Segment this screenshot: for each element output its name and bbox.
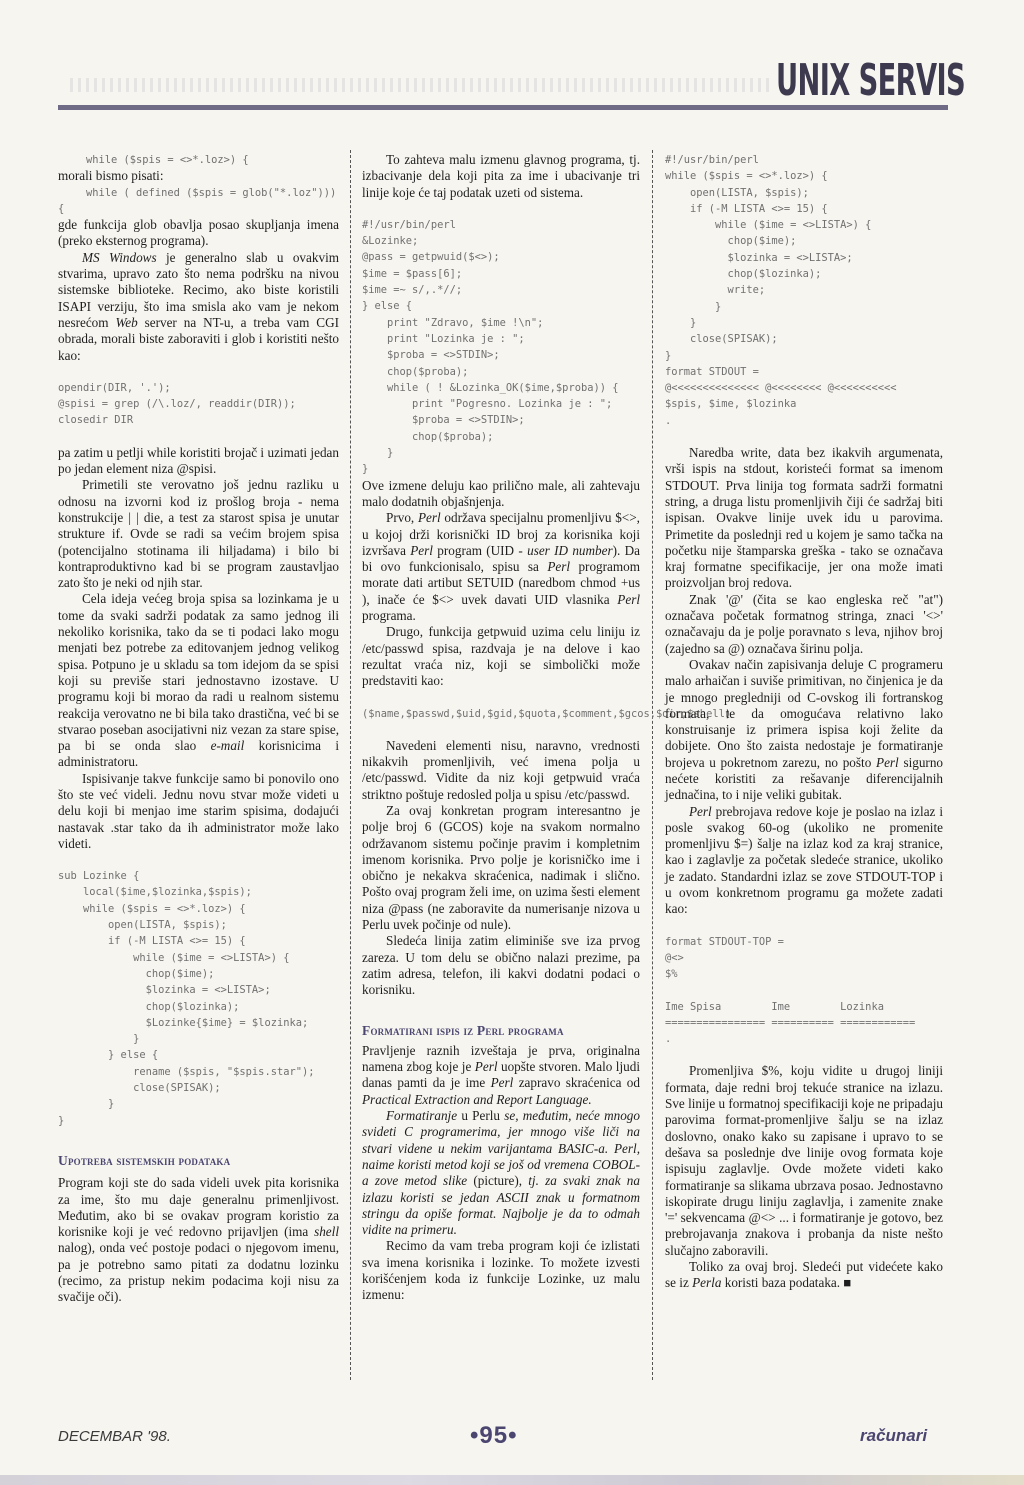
paragraph	[58, 591, 339, 770]
emphasis: shell	[314, 1224, 339, 1240]
emphasis: Formatiranje	[386, 1108, 458, 1124]
text-run: programom morate dati artibut SETUID (naredbom chmod +us ), inače će $<> uvek davati UID vlasnika	[362, 559, 640, 607]
text-run: prebrojava redove koje je poslao na izlaz i posle svakog 60-og (ukoliko ne promenite promenljivu $=) šalje na izlaz kod za kraj stranice, kao i zaglavlje za početak sledeće stranice, ukoliko je zadato. Standardni izlaz se zove STDOUT-TOP i u ovom konkretnom programu ga možete zadati kao:	[665, 803, 943, 917]
section-heading: Upotreba sistemskih podataka	[58, 1152, 231, 1168]
emphasis: user ID number	[527, 542, 613, 558]
code-snippet: while ($spis = <>*.loz>) {	[86, 154, 249, 166]
code-snippet: #!/usr/bin/perl &Lozinke; @pass = getpwuid($<>); $ime = $pass[6]; $ime =~ s/,.*//; } else { print "Zdravo, $ime !\n"; print "Lozinka je : "; $proba = <>STDIN>; chop($proba); while ( ! &Lozinka_OK($ime,$proba)) { print "Pogresno. Lozinka je : "; $proba = <>STDIN>; chop($proba); } }	[362, 218, 619, 476]
emphasis: Perl	[617, 591, 640, 607]
paragraph	[362, 1108, 640, 1238]
emphasis: Perl	[876, 754, 899, 770]
section-heading: Formatirani ispis iz Perl programa	[362, 1022, 564, 1038]
issue-date: DECEMBAR '98.	[58, 1428, 171, 1445]
code-snippet: #!/usr/bin/perl while ($spis = <>*.loz>) { open(LISTA, $spis); if (-M LISTA <>= 15) { while ($ime = <>LISTA>) { chop($ime); $lozinka = <>LISTA>; chop($lozinka); write; } } close(SPISAK); } format STDOUT = @<<<<<<<<<<<<<< @<<<<<<<< @<<<<<<<<<< $spis, $ime, $lozinka .	[665, 154, 897, 427]
emphasis: Perl	[547, 559, 571, 575]
text-run: Prvo,	[386, 510, 418, 526]
column-3	[665, 152, 943, 1292]
page-number: •95•	[470, 1422, 518, 1449]
text-run: uopšte stvoren. Malo ljudi danas pamti da je ime	[362, 1059, 640, 1091]
text-run: Program koji ste do sada videli uvek pita korisnika za ime, što mu daje generalnu primenljivost. Međutim, ako bi se ovakav program koristio za korisnike koji je već redovno prijavljen (ima	[58, 1175, 339, 1240]
paragraph: gde funkcija glob obavlja posao skupljanja imena (preko eksternog programa).	[58, 217, 339, 249]
text-run: sigurno nećete koristiti za rešavanje diferencijalnih jednačina, to i nije veliki gubitak.	[665, 754, 944, 803]
text-run: održava specijalnu promenljivu $<>, u kojoj drži korisnički ID broj za korisnika koji izvršava	[362, 510, 640, 558]
code-snippet: Ime Spisa Ime Lozinka ================ ========== ============ .	[665, 1000, 916, 1046]
emphasis: Perl	[410, 542, 433, 558]
column-separator-2	[652, 150, 653, 1380]
column-1	[58, 152, 339, 1306]
paragraph: Ispisivanje takve funkcije samo bi ponovilo ono što ste već videli. Jednu novu stvar može videti u delu koji bi menjao ime starim spisima, dodajući nastavak .star tako da ih administrator može lako videti.	[58, 770, 339, 851]
header-ghost-text	[70, 78, 770, 92]
paragraph: Primetili ste verovatno još jednu razliku u odnosu na izvorni kod iz prošlog broja - nema konstrukcije | | die, a test za starost spisa je unutar strukture if. Ovde se radi sa većim brojem spisa (potencijalno stotinama ili hiljadama) i bilo bi kontraproduktivno kad bi se program zaustavljao zato što je neki od njih star.	[58, 477, 339, 591]
text-run: Cela ideja većeg broja spisa sa lozinkama je u tome da svaki sadrži podatak za samo jednog ili nekoliko korisnika, tako da se ti podaci lako mogu menjati bez potrebe za editovanjem jednog velikog spisa. Potpuno je u skladu sa tom idejom da se spisi koji su previše stari jednostavno izostave. U programu koji bi morao da radi u realnom sistemu reakcija verovatno ne bi bila tako drastična, već bi se stvarao poseban asocijativni niz vezan za stare spise, pa bi se onda slao	[58, 591, 339, 754]
code-snippet: opendir(DIR, '.'); @spisi = grep (/\.loz/, readdir(DIR)); closedir DIR	[58, 381, 296, 427]
paragraph	[58, 250, 339, 364]
text-run: Toliko za ovaj broj. Sledeći put videćete kako se iz	[665, 1259, 943, 1291]
emphasis: Perl	[689, 803, 712, 819]
emphasis: Perla	[692, 1275, 722, 1291]
paragraph: Promenljiva $%, koju vidite u drugoj liniji formata, daje redni broj tekuće stranice na izlazu. Sve linije u formatnoj specifikaciji koje ne pripadaju parovima format-promenljive šalju se na izlaz doslovno, onako kako su zapisane i upravo to se dešava sa poslednje dve linije ovog formata koje ispisuju zaglavlje. Ovde možete videti kako formatiranje sa slikama ubrzava posao. Jednostavno iskopirate drugu liniju zaglavlja, i zamenite znake '=' sekvencama @<> ... i formatiranje je gotovo, bez prebrojavanja znakova i probanja da niste nešto slučajno zaboravili.	[665, 1063, 943, 1258]
paragraph: Znak '@' (čita se kao engleska reč "at") označava početak formatnog stringa, znaci '<>' označavaju da je polje poravnato s leva, njihov broj (zajedno sa @) označava širinu polja.	[665, 591, 943, 656]
paragraph	[58, 1175, 339, 1305]
text-run: u Perlu	[457, 1108, 505, 1124]
paragraph	[665, 804, 943, 918]
paragraph: Navedeni elementi nisu, naravno, vrednosti nikakvih promenljivih, već imena polja u /etc/passwd. Vidite da niz koji getpwuid vraća striktno poštuje redosled polja u spisu /etc/passwd.	[362, 737, 640, 802]
paragraph: Ove izmene deluju kao prilično male, ali zahtevaju malo dodatnih objašnjenja.	[362, 477, 640, 509]
text-run: program (UID -	[432, 542, 528, 558]
text-run: Ovakav način zapisivanja deluje C programeru malo arhaičan i suviše primitivan, no činjenica je da je mnogo pregledniji od C-ovskog ili fortranskog formata, te da omogućava relativno lako konstruisanje iz primera ispisa koji želite da dobijete. Ono što zaista nedostaje je formatiranje brojeva u pokretnom zarezu, no pošto	[665, 656, 943, 770]
emphasis: Perl	[417, 510, 441, 526]
paragraph: morali bismo pisati:	[58, 168, 164, 184]
column-separator-1	[350, 150, 351, 1380]
code-snippet: sub Lozinke { local($ime,$lozinka,$spis); while ($spis = <>*.loz>) { open(LISTA, $spis); if (-M LISTA <>= 15) { while ($ime = <>LISTA>) { chop($ime); $lozinka = <>LISTA>; chop($lozinka); $Lozinke{$ime} = $lozinka; } } else { rename ($spis, "$spis.star"); close(SPISAK); } }	[58, 870, 315, 1127]
text-run: korisnicima i administratoru.	[58, 738, 339, 770]
paragraph: Sledeća linija zatim eliminiše sve iza prvog zareza. U tom delu se obično nalazi prezime, pa zatim adresa, telefon, ili kakvi dodatni podaci o korisniku.	[362, 933, 640, 998]
paragraph: Drugo, funkcija getpwuid uzima celu liniju iz /etc/passwd spisa, razdvaja je na delove i kao rezultat vraća niz, koji se simbolički može predstaviti kao:	[362, 624, 640, 689]
paragraph	[665, 1259, 943, 1292]
text-run: Pravljenje raznih izveštaja je prva, originalna namena zbog koje je	[362, 1042, 640, 1075]
bottom-color-strip	[0, 1475, 1024, 1485]
paragraph: Naredba write, data bez ikakvih argumenata, vrši ispis na stdout, koristeći format sa imenom STDOUT. Prva linija tog formata sadrži formatni string, a druga listu promenljivih čiji će sadržaj biti ispisan. Ovakve linije uvek idu u parovima. Primetite da poslednji red u kojem je samo tačka na početku nije štamparska greška - tako se označava kraj formatne specifikacije, jer ona može imati proizvoljan broj redova.	[665, 445, 943, 591]
code-snippet: format STDOUT-TOP = @<> $%	[665, 935, 784, 981]
paragraph	[362, 1043, 640, 1108]
text-run: ). Da bi ovo funkcionisalo, spisu sa	[362, 542, 640, 575]
paragraph	[362, 510, 640, 624]
emphasis: Perl	[474, 1059, 498, 1075]
magazine-name: računari	[860, 1426, 928, 1445]
text-run: koristi baza podataka. ■	[721, 1275, 852, 1291]
section-title-text: UNIX SERVIS	[776, 55, 966, 106]
paragraph	[665, 657, 943, 804]
section-title	[776, 50, 966, 112]
text-run: zapravo skraćenica od	[513, 1075, 640, 1091]
emphasis: Practical Extraction and Report Language.	[362, 1091, 592, 1107]
emphasis: e-mail	[210, 738, 245, 754]
text-run: je generalno slab u ovakvim stvarima, upravo zato što nema podršku na nivou sistemske biblioteke. Recimo, ako biste koristili ISAPI verziju, što ima smisla ako vam je nekom nesrećom	[58, 249, 339, 330]
paragraph: Za ovaj konkretan program interesantno je polje broj 6 (GCOS) koje na svakom normalno održavanom sistemu počinje pravim i kompletnim imenom korisnika. Prvo polje je korisničko ime i obično je nekakva skraćenica, nadimak i slično. Pošto ovaj program želi ime, on uzima šesti element niza @pass (ne zaboravite da numerisanje nizova u Perlu uvek počinje od nule).	[362, 802, 640, 933]
text-run: programa.	[362, 608, 416, 624]
emphasis: Web	[115, 314, 138, 330]
code-snippet: {	[58, 202, 65, 215]
paragraph: pa zatim u petlji while koristiti brojač i uzimati jedan po jedan element niza @spisi.	[58, 444, 339, 477]
text-run: server na NT-u, a trebа vam CGI obrada, morali biste zaboraviti i glob i koristiti nešto kao:	[58, 314, 340, 363]
emphasis: Perl	[490, 1075, 514, 1091]
text-run: (picture),	[467, 1173, 529, 1189]
text-run: nalog), onda već postoje podaci o njegovom imenu, pa je potrebno samo pitati za dodatnu lozinku (recimo, za pristup nekim podacima koji nisu za svačije oči).	[58, 1240, 339, 1305]
code-snippet: ($name,$passwd,$uid,$gid,$quota,$comment,$gcos,$dir,$shell)	[362, 707, 732, 720]
paragraph: Recimo da vam treba program koji će izlistati sva imena korisnika i lozinke. To možete izvesti korišćenjem koda iz funkcije Lozinke, uz malu izmenu:	[362, 1238, 640, 1303]
emphasis: MS Windows	[82, 249, 157, 265]
code-snippet: while ( defined ($spis = glob("*.loz")))	[86, 186, 337, 199]
paragraph: To zahteva malu izmenu glavnog programa, tj. izbacivanje dela koji pita za ime i ubacivanje tri linije koje će taj podatak uzeti od sistema.	[362, 152, 640, 200]
emphasis: se, međutim, neće mnogo svideti C programerima, jer mnogo više liči na stvari videne u nekim varijantama BASIC-a. Perl, naime koristi metod koji se još od vremena COBOL-a zove metod slike	[362, 1108, 640, 1189]
emphasis: tj. za svaki znak na izlazu koristi se jedan ASCII znak u formatnom stringu da opiše format. Najbolje je da to odmah vidite na primeru.	[362, 1173, 640, 1238]
